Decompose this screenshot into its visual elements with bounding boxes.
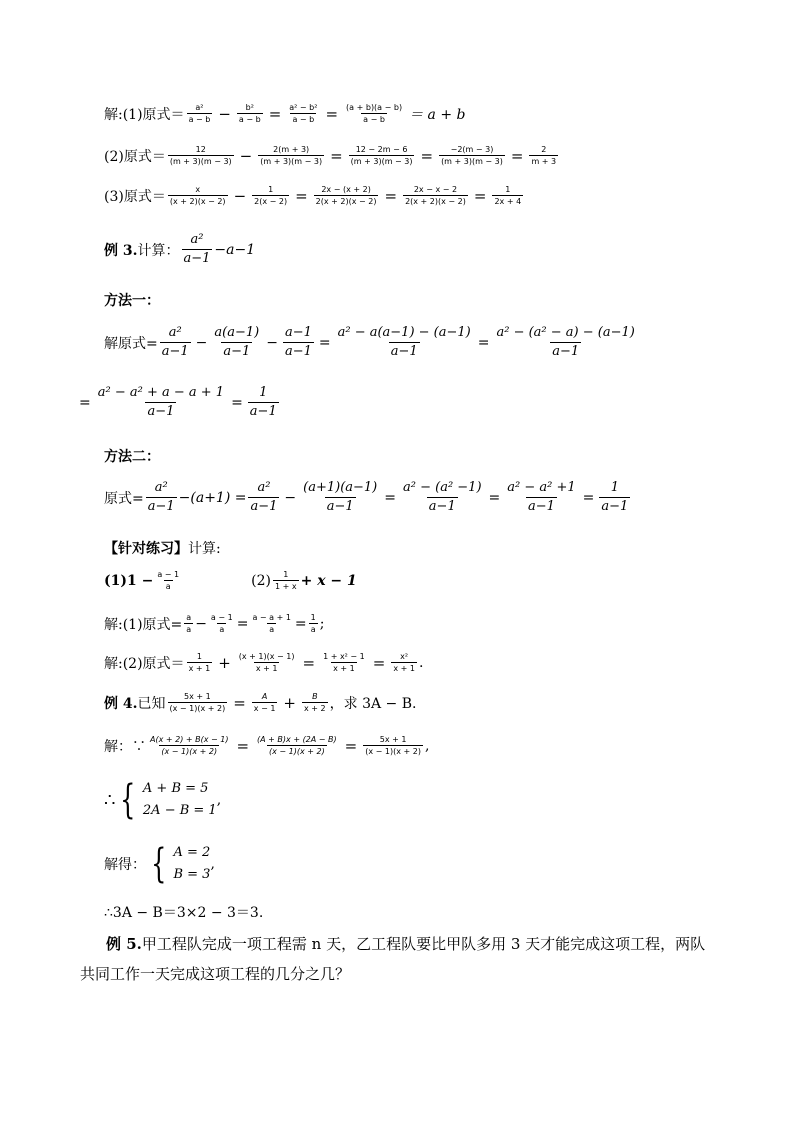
- line-prefix: 原式=: [104, 490, 144, 507]
- final-answer: ∴3A − B＝3×2 − 3＝3.: [104, 905, 264, 921]
- fraction: $\frac{\text{1 + x² − 1}}{x + 1}$: [323, 652, 365, 674]
- line-prefix: 解：∵: [104, 738, 146, 755]
- solution-line-2: (2)原式＝ 12 (m + 3)(m − 3) − $\frac{2(m + 3)}{(m + 3)(m - 3)}$ = $\frac{12 - 2m - 6}{(m + 3)(m - 3)}$ = $\frac{-2(m - 3)}{(m + 3)(m - 3)}$ = $\frac{2}{m + 3}$: [104, 145, 557, 167]
- example-5-paragraph: [80, 929, 720, 989]
- fraction: $\frac{-2(m - 3)}{(m + 3)(m - 3)}$: [441, 145, 503, 167]
- line-prefix: (3)原式＝: [104, 188, 166, 205]
- q2-tail: + x − 1: [300, 572, 357, 589]
- fraction: $\frac{\text{a² − (a² − a) − (a−1)}}{a-1}$: [496, 325, 635, 360]
- fraction: $\frac{\text{a² − a² + a − a + 1}}{a-1}$: [97, 385, 225, 420]
- practice-answer-1: 解:(1)原式= $\frac{a}{a}$ − $\frac{a - 1}{a}$ = $\frac{a - a + 1}{a}$ = $\frac{1}{a}$ ;: [104, 613, 325, 635]
- result: ＝ a + b: [409, 106, 466, 123]
- practice-answer-2: 解:(2)原式＝ 1 x + 1 + $\frac{(x + 1)(x - 1)}{x + 1}$ = $\frac{\text{1 + x² − 1}}{x + 1}$ = $\frac{\text{x²}}{x + 1}$ .: [104, 652, 424, 674]
- equation-system: A + B = 5 2A − B = 1: [142, 781, 217, 818]
- fraction: $\frac{a - a + 1}{a}$: [252, 613, 291, 635]
- example-tail: ，求 3A − B.: [329, 695, 417, 712]
- practice-text: 计算:: [188, 541, 221, 557]
- fraction: $\frac{a-1}{a-1}$: [284, 325, 312, 360]
- fraction: $\frac{\text{a² − (a² −1)}}{a-1}$: [403, 480, 482, 515]
- method-2-label: 方法二：: [104, 449, 160, 465]
- method-2-line: 原式= $\frac{\text{a²}}{a-1}$ −(a+1) = $\frac{\text{a²}}{a-1}$ − $\frac{(a+1)(a-1)}{a-1}$ = $\frac{\text{a² − (a² −1)}}{a-1}$ = $\frac{\text{a² − a² +1}}{a-1}$ = $\frac{1}{a-1}$: [104, 480, 629, 515]
- fraction: a² a−1: [183, 232, 211, 267]
- practice-questions: [104, 570, 357, 591]
- fraction: $\frac{\text{a²}}{a-1}$: [147, 480, 175, 515]
- fraction: 12 (m + 3)(m − 3): [169, 145, 232, 167]
- left-brace-icon: {: [120, 777, 136, 823]
- fraction: $\frac{\text{a²}}{a-1}$: [250, 480, 278, 515]
- fraction: $\frac{5x + 1}{(x - 1)(x + 2)}$: [365, 735, 421, 757]
- fraction: $\frac{1}{a}$: [310, 613, 316, 635]
- therefore-symbol: ∴: [104, 789, 116, 811]
- fraction: $\frac{A(x + 2) + B(x - 1)}{(x - 1)(x + 2)}$: [150, 735, 229, 757]
- fraction: $\frac{1}{a-1}$: [601, 480, 629, 515]
- example-label: 例 5.: [106, 935, 142, 953]
- equation-system-1: ∴ { A + B = 5 2A − B = 1 ,: [104, 777, 222, 823]
- fraction: $\frac{a}{a}$: [186, 613, 192, 635]
- fraction: a² a − b: [188, 103, 211, 125]
- fraction: 1 1 + x: [274, 570, 297, 592]
- fraction: $\frac{A}{x - 1}$: [253, 692, 276, 714]
- fraction: $\frac{2}{m + 3}$: [531, 145, 557, 167]
- fraction: $\frac{2x - x - 2}{2(x + 2)(x - 2)}$: [405, 185, 466, 207]
- fraction: $\frac{a - 1}{a}$: [157, 570, 180, 592]
- method-1-label: 方法一：: [104, 293, 160, 309]
- fraction: $\frac{\text{a²}}{a-1}$: [161, 325, 189, 360]
- fraction: $\frac{2(m + 3)}{(m + 3)(m - 3)}$: [260, 145, 323, 167]
- fraction: $\frac{12 - 2m - 6}{(m + 3)(m - 3)}$: [350, 145, 413, 167]
- line-prefix: 解:(1)原式=: [104, 616, 183, 633]
- example-3-heading: [104, 232, 255, 268]
- fraction: $\frac{\text{a² − b²}}{a - b}$: [289, 103, 318, 125]
- fraction: $\frac{1}{a-1}$: [249, 385, 277, 420]
- method-1-line-1: 解原式= $\frac{\text{a²}}{a-1}$ − $\frac{a(a-1)}{a-1}$ − $\frac{a-1}{a-1}$ = $\frac{\text{a² − a(a−1) − (a−1)}}{a-1}$ = $\frac{\text{a² − (a² − a) − (a−1)}}{a-1}$: [104, 325, 635, 360]
- fraction: $\frac{\text{b²}}{a - b}$: [238, 103, 261, 125]
- fraction: $\frac{a(a-1)}{a-1}$: [214, 325, 260, 360]
- fraction: $\frac{2x - (x + 2)}{2(x + 2)(x - 2)}$: [315, 185, 377, 207]
- fraction: x (x + 2)(x − 2): [169, 185, 226, 207]
- practice-heading: [104, 538, 221, 558]
- fraction: $\frac{\text{a² − a(a−1) − (a−1)}}{a-1}$: [337, 325, 471, 360]
- line-prefix: 解:(2)原式＝: [104, 655, 185, 672]
- fraction: $\frac{\text{a² − a² +1}}{a-1}$: [507, 480, 576, 515]
- line-prefix: 解:(1)原式＝: [104, 106, 185, 123]
- line-prefix: 解原式=: [104, 335, 158, 352]
- fraction: 1 x + 1: [188, 652, 211, 674]
- example-4-solution: 解：∵ $\frac{A(x + 2) + B(x - 1)}{(x - 1)(x + 2)}$ = $\frac{(A + B)x + (2A - B)}{(x - 1)(x + 2)}$ = $\frac{5x + 1}{(x - 1)(x + 2)}$ ,: [104, 735, 430, 757]
- example-text: 计算：: [137, 242, 180, 259]
- solve-label: 解得：: [104, 857, 146, 873]
- fraction: $\frac{(a + b)(a - b)}{a - b}$: [346, 103, 403, 125]
- example-text: 甲工程队完成一项工程需 n 天，乙工程队要比甲队多用 3 天才能完成这项工程，两队共同工作一天完成这项工程的几分之几？: [80, 935, 706, 983]
- expression-mid: −(a+1) =: [178, 489, 247, 506]
- equation-system: A = 2 B = 3: [173, 845, 211, 882]
- practice-bracket: 【针对练习】: [104, 541, 188, 557]
- fraction: $\frac{(x + 1)(x - 1)}{x + 1}$: [238, 652, 295, 674]
- fraction: $\frac{(a+1)(a-1)}{a-1}$: [303, 480, 378, 515]
- fraction: $\frac{5x + 1}{(x - 1)(x + 2)}$: [169, 692, 226, 714]
- expression-tail: −a−1: [214, 241, 256, 258]
- example-label: 例 3.: [104, 242, 138, 259]
- example-4-final: [104, 902, 263, 922]
- line-prefix: (2)原式＝: [104, 148, 166, 165]
- left-brace-icon: {: [151, 841, 167, 887]
- equation-system-2: 解得： { A = 2 B = 3 ,: [104, 841, 215, 887]
- solution-line-1: 解:(1)原式＝ a² a − b − $\frac{\text{b²}}{a - b}$ = $\frac{\text{a² − b²}}{a - b}$ = $\frac{(a + b)(a - b)}{a - b}$ ＝ a + b: [104, 103, 466, 125]
- fraction: $\frac{a - 1}{a}$: [210, 613, 233, 635]
- q2-prefix: (2): [251, 572, 271, 589]
- fraction: $\frac{B}{x + 2}$: [304, 692, 326, 714]
- q1-prefix: (1)1 −: [104, 572, 154, 589]
- fraction: $\frac{\text{x²}}{x + 1}$: [393, 652, 415, 674]
- fraction: $\frac{(A + B)x + (2A - B)}{(x - 1)(x + 2)}$: [257, 735, 337, 757]
- fraction: $\frac{1}{2(x - 2)}$: [254, 185, 288, 207]
- method-1-line-2: = $\frac{\text{a² − a² + a − a + 1}}{a-1}$ = $\frac{1}{a-1}$: [79, 385, 277, 420]
- fraction: $\frac{1}{2x + 4}$: [494, 185, 522, 207]
- example-text: 已知: [137, 695, 166, 712]
- example-label: 例 4.: [104, 695, 138, 712]
- example-4-heading: 例 4. 已知 $\frac{5x + 1}{(x - 1)(x + 2)}$ = $\frac{A}{x - 1}$ + $\frac{B}{x + 2}$ ，求 3A − B.: [104, 692, 417, 714]
- solution-line-3: (3)原式＝ x (x + 2)(x − 2) − $\frac{1}{2(x - 2)}$ = $\frac{2x - (x + 2)}{2(x + 2)(x - 2)}$ = $\frac{2x - x - 2}{2(x + 2)(x - 2)}$ = $\frac{1}{2x + 4}$: [104, 185, 522, 207]
